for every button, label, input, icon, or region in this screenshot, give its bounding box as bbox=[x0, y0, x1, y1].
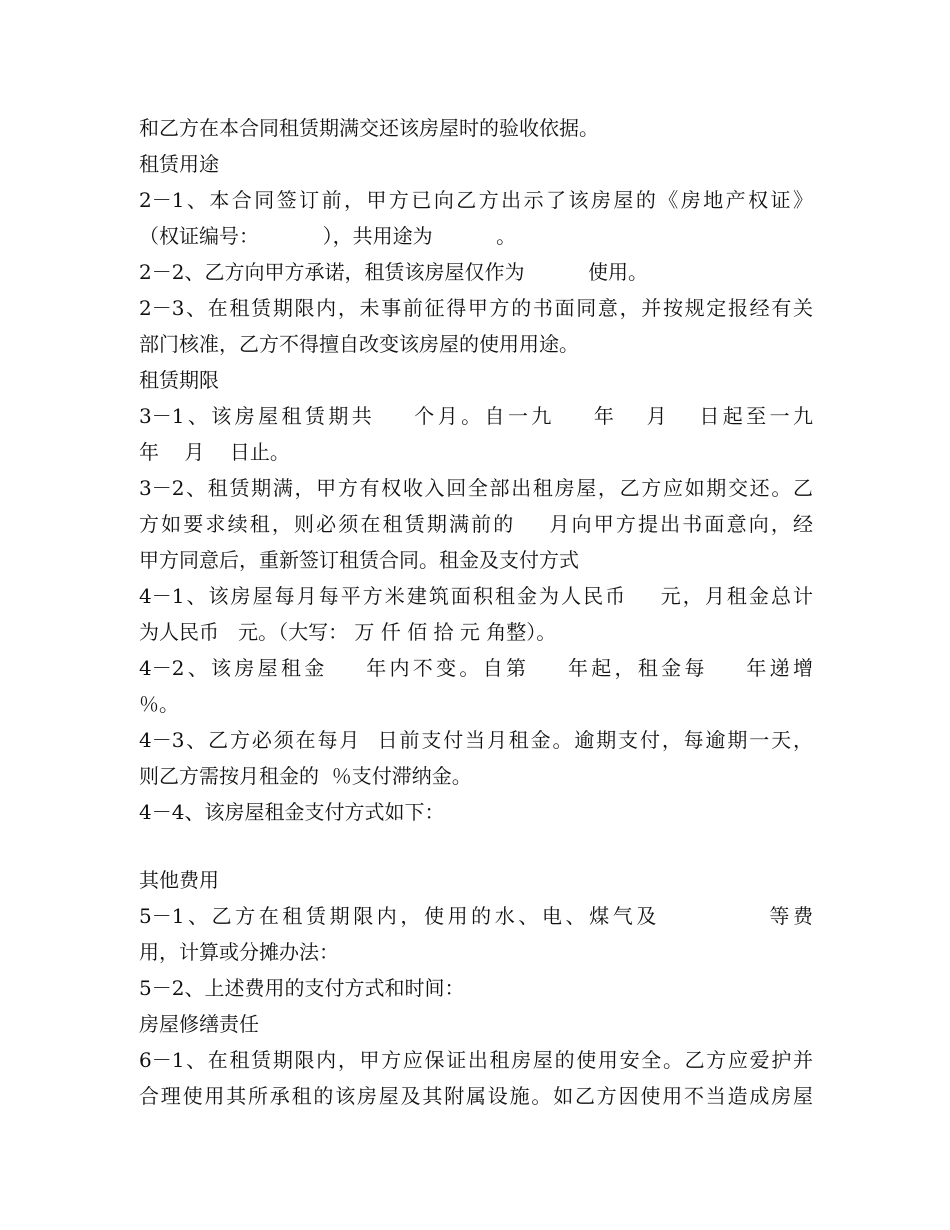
text-line: （权证编号： ），共用途为 。 bbox=[139, 224, 517, 248]
text-line: 2－2、乙方向甲方承诺，租赁该房屋仅作为 使用。 bbox=[139, 260, 649, 284]
text-line: 5－2、上述费用的支付方式和时间： bbox=[139, 976, 465, 1000]
text-line: 4－1、该房屋每月每平方米建筑面积租金为人民币 元，月租金总计 bbox=[139, 584, 813, 608]
text-line: 4－2、该房屋租金 年内不变。自第 年起，租金每 年递增 bbox=[139, 656, 813, 680]
text-line: 则乙方需按月租金的 ％支付滞纳金。 bbox=[139, 764, 472, 788]
text-line: 2－1、本合同签订前，甲方已向乙方出示了该房屋的《房地产权证》 bbox=[139, 188, 813, 212]
section-heading-repairs: 房屋修缮责任 bbox=[139, 1012, 259, 1036]
text-line: 为人民币 元。（大写： 万 仟 佰 拾 元 角整）。 bbox=[139, 620, 557, 644]
text-line: 5－1、乙方在租赁期限内，使用的水、电、煤气及 等费 bbox=[139, 904, 813, 928]
text-line: 2－3、在租赁期限内，未事前征得甲方的书面同意，并按规定报经有关 bbox=[139, 296, 813, 320]
text-line: 年 月 日止。 bbox=[139, 440, 290, 464]
section-heading-other-fees: 其他费用 bbox=[139, 868, 219, 892]
blank-line bbox=[139, 830, 813, 866]
text-line: 3－1、该房屋租赁期共 个月。自一九 年 月 日起至一九 bbox=[139, 404, 813, 428]
text-line: 方如要求续租，则必须在租赁期满前的 月向甲方提出书面意向，经 bbox=[139, 512, 813, 536]
section-heading-usage: 租赁用途 bbox=[139, 152, 219, 176]
text-line: 合理使用其所承租的该房屋及其附属设施。如乙方因使用不当造成房屋 bbox=[139, 1084, 813, 1108]
text-line: 3－2、租赁期满，甲方有权收入回全部出租房屋，乙方应如期交还。乙 bbox=[139, 476, 813, 500]
text-line: 和乙方在本合同租赁期满交还该房屋时的验收依据。 bbox=[139, 116, 599, 140]
text-line: 用，计算或分摊办法： bbox=[139, 940, 339, 964]
text-line: ％。 bbox=[139, 692, 179, 716]
text-line: 4－3、乙方必须在每月 日前支付当月租金。逾期支付，每逾期一天， bbox=[139, 728, 813, 752]
text-line: 4－4、该房屋租金支付方式如下： bbox=[139, 800, 445, 824]
section-heading-term: 租赁期限 bbox=[139, 368, 219, 392]
text-line: 部门核准，乙方不得擅自改变该房屋的使用用途。 bbox=[139, 332, 579, 356]
text-line: 6－1、在租赁期限内，甲方应保证出租房屋的使用安全。乙方应爱护并 bbox=[139, 1048, 813, 1072]
text-line: 甲方同意后，重新签订租赁合同。租金及支付方式 bbox=[139, 548, 579, 572]
